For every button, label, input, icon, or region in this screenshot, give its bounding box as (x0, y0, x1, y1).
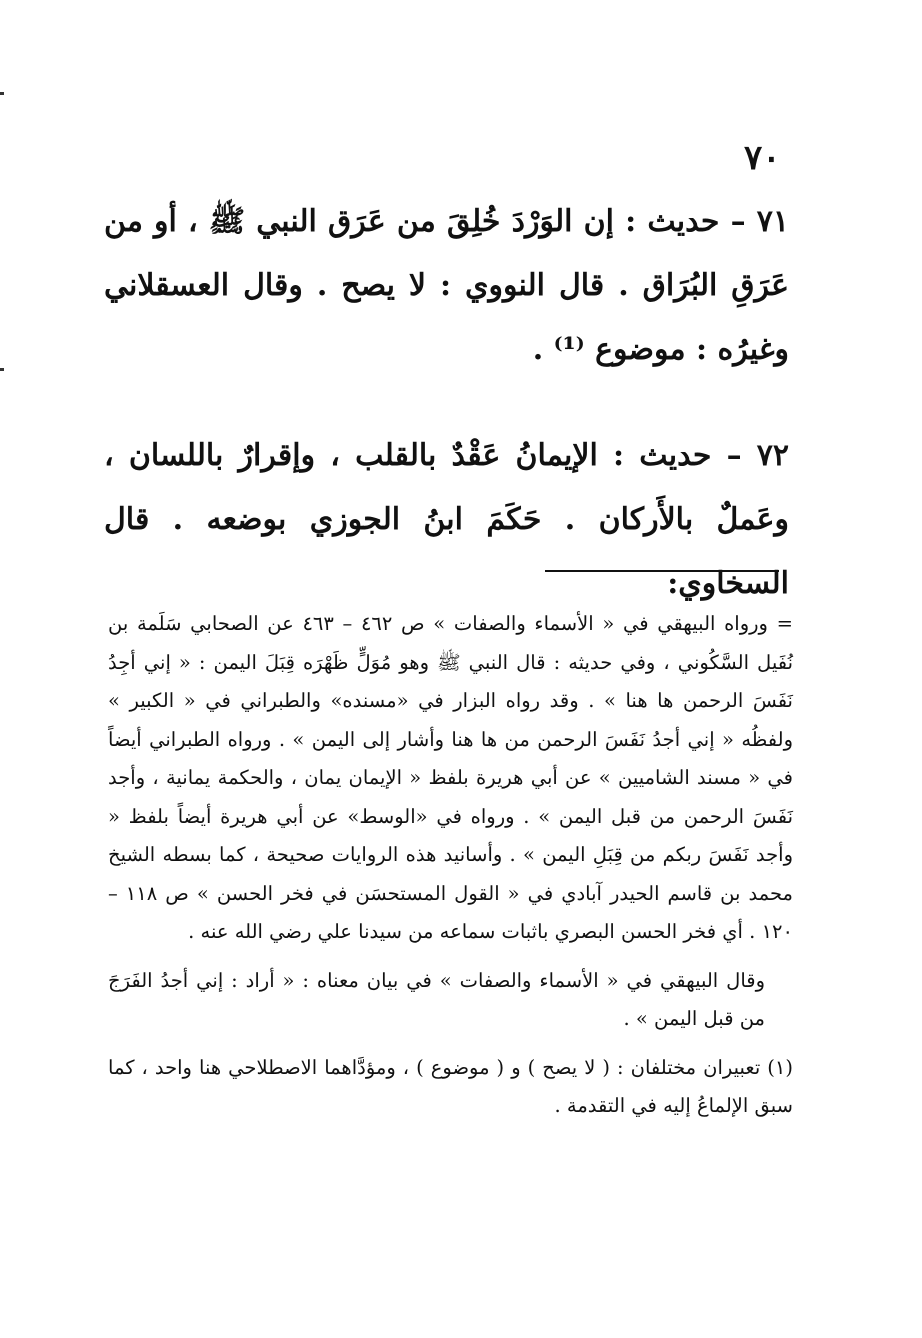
page-number: ٧٠ (744, 138, 781, 178)
scan-edge-mark (0, 92, 4, 95)
footnote-1: (١) تعبيران مختلفان : ( لا يصح ) و ( موضوع ) ، ومؤدَّاهما الاصطلاحي هنا واحد ، كما سبق الإلماعُ إليه في التقدمة . (108, 1055, 793, 1117)
footnote-separator (545, 570, 779, 572)
hadith-entry-71: ٧١ – حديث : إن الوَرْدَ خُلِقَ من عَرَق النبي ﷺ ، أو من عَرَقِ البُرَاق . قال النووي : لا يصح . وقال العسقلاني وغيرُه : موضوع ⁽¹⁾ . (104, 204, 789, 367)
footnotes-section (108, 605, 793, 1126)
footnote-continuation: = ورواه البيهقي في « الأسماء والصفات » ص ٤٦٢ – ٤٦٣ عن الصحابي سَلَمة بن نُفَيل السَّكُوني ، وفي حديثه : قال النبي ﷺ وهو مُوَلٍّ ظَهْرَه قِبَلَ اليمن : « إني أجِدُ نَفَسَ الرحمن ها هنا » . وقد رواه البزار في «مسنده» والطبراني في « الكبير » ولفظُه « إني أجدُ نَفَسَ الرحمن من ها هنا وأشار إلى اليمن » . ورواه الطبراني أيضاً في « مسند الشاميين » عن أبي هريرة بلفظ « الإيمان يمان ، والحكمة يمانية ، وأجد نَفَسَ الرحمن من قبل اليمن » . ورواه في «الوسط» عن أبي هريرة أيضاً بلفظ « وأجد نَفَسَ ربكم من قِبَلِ اليمن » . وأسانيد هذه الروايات صحيحة ، كما بسطه الشيخ محمد بن قاسم الحيدر آبادي في « القول المستحسَن في فخر الحسن » ص ١١٨ – ١٢٠ . أي فخر الحسن البصري باثبات سماعه من سيدنا علي رضي الله عنه . (108, 612, 793, 943)
hadith-entry-72: ٧٢ – حديث : الإيمانُ عَقْدٌ بالقلب ، وإقرارٌ باللسان ، وعَملٌ بالأَركان . حَكَمَ ابنُ الجوزي بوضعه . قال السخاوي: (104, 438, 789, 601)
scan-edge-mark (0, 368, 4, 371)
footnote-bayhaqi-note: وقال البيهقي في « الأسماء والصفات » في بيان معناه : « أراد : إني أجدُ الفَرَجَ من قبل اليمن » . (108, 968, 765, 1030)
main-text (104, 190, 789, 616)
